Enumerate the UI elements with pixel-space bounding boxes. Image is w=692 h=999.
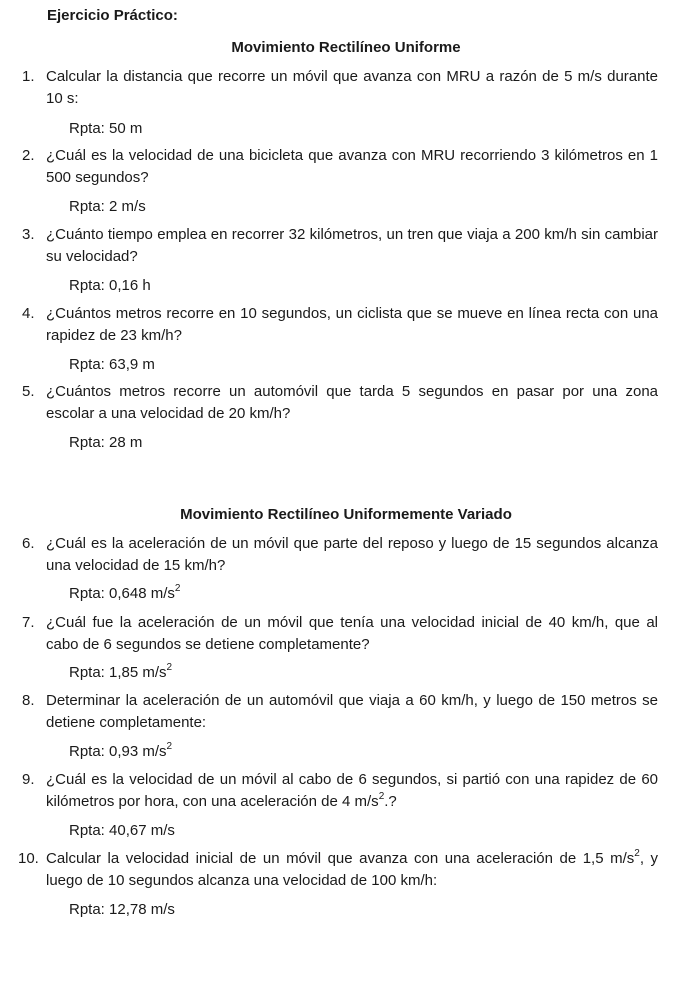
- problem-number: 6.: [22, 535, 35, 552]
- answer-1: Rpta: 50 m: [69, 120, 143, 137]
- section-title-mruv: Movimiento Rectilíneo Uniformemente Variado: [180, 506, 512, 523]
- problem-2: [0, 145, 692, 189]
- problem-text: [46, 848, 658, 892]
- problem-text: [46, 769, 658, 813]
- problem-text: Determinar la aceleración de un automóvil que viaja a 60 km/h, y luego de 150 metros se detiene completamente:: [46, 692, 658, 731]
- problem-3: [0, 224, 692, 268]
- problem-number: 10.: [18, 850, 39, 867]
- exponent: 2: [174, 583, 181, 594]
- problem-text: ¿Cuántos metros recorre en 10 segundos, un ciclista que se mueve en línea recta con una rapidez de 23 km/h?: [46, 305, 658, 344]
- problem-number: 8.: [22, 692, 35, 709]
- answer-text: Rpta: 1,85 m/s: [69, 664, 167, 681]
- answer-8: [69, 741, 172, 763]
- answer-text: Rpta: 0,93 m/s: [69, 743, 167, 760]
- problem-text: ¿Cuál es la aceleración de un móvil que parte del reposo y luego de 15 segundos alcanza una velocidad de 15 km/h?: [46, 535, 658, 574]
- answer-6: [69, 583, 180, 605]
- exponent: 2: [378, 791, 385, 802]
- problem-text: ¿Cuántos metros recorre un automóvil que tarda 5 segundos en pasar por una zona escolar a una velocidad de 20 km/h?: [46, 383, 658, 422]
- answer-2: Rpta: 2 m/s: [69, 198, 146, 215]
- problem-text: ¿Cuál es la velocidad de una bicicleta que avanza con MRU recorriendo 3 kilómetros en 1 500 segundos?: [46, 147, 658, 186]
- problem-5: [0, 381, 692, 425]
- section-title-mru: Movimiento Rectilíneo Uniforme: [231, 39, 461, 56]
- answer-9: Rpta: 40,67 m/s: [69, 822, 175, 839]
- answer-text: Rpta: 0,648 m/s: [69, 585, 175, 602]
- problem-text: ¿Cuál fue la aceleración de un móvil que tenía una velocidad inicial de 40 km/h, que al cabo de 6 segundos se detiene completamente?: [46, 614, 658, 653]
- answer-7: [69, 662, 172, 684]
- exponent: 2: [166, 662, 173, 673]
- problem-text-part: Calcular la velocidad inicial de un móvil que avanza con una aceleración de 1,5 m/s: [46, 850, 635, 867]
- problem-4: [0, 303, 692, 347]
- problem-number: 4.: [22, 305, 35, 322]
- document-title: Ejercicio Práctico:: [47, 7, 178, 24]
- answer-10: Rpta: 12,78 m/s: [69, 901, 175, 918]
- answer-5: Rpta: 28 m: [69, 434, 143, 451]
- exponent: 2: [166, 741, 173, 752]
- problem-number: 5.: [22, 383, 35, 400]
- problem-text-part: ¿Cuál es la velocidad de un móvil al cabo de 6 segundos, si partió con una rapidez de 60 kilómetros por hora, con una aceleración de 4 m/s: [46, 771, 658, 810]
- problem-8: [0, 690, 692, 734]
- answer-3: Rpta: 0,16 h: [69, 277, 151, 294]
- problem-1: [0, 66, 692, 110]
- problem-9: [0, 769, 692, 813]
- answer-4: Rpta: 63,9 m: [69, 356, 155, 373]
- problem-6: [0, 533, 692, 577]
- exponent: 2: [634, 848, 640, 859]
- problem-number: 2.: [22, 147, 35, 164]
- problem-text: ¿Cuánto tiempo emplea en recorrer 32 kilómetros, un tren que viaja a 200 km/h sin cambiar su velocidad?: [46, 226, 658, 265]
- problem-7: [0, 612, 692, 656]
- problem-text-part: .?: [384, 793, 397, 810]
- problem-number: 9.: [22, 771, 35, 788]
- problem-number: 1.: [22, 68, 35, 85]
- problem-text-part: , y luego de 10 segundos alcanza una velocidad de 100 km/h:: [46, 850, 658, 889]
- problem-number: 3.: [22, 226, 35, 243]
- problem-number: 7.: [22, 614, 35, 631]
- problem-text: Calcular la distancia que recorre un móvil que avanza con MRU a razón de 5 m/s durante 10 s:: [46, 68, 658, 107]
- problem-10: [0, 848, 692, 892]
